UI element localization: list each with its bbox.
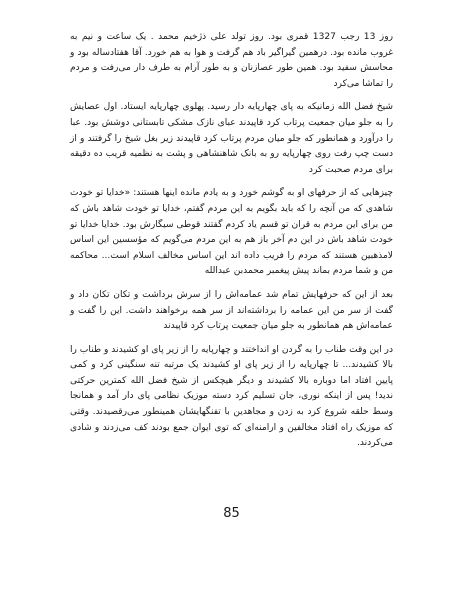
paragraph-3: چیزهایی که از حرفهای او به گوشم خورد و به یادم مانده اینها هستند: «خدایا تو خودت شاهدی که من آنچه را که باید بگویم به این مردم گفتم، خدایا تو خودت شاهد باش که من برای این مردم به قران تو قسم یاد کردم گفتند قوطی سیگارش بود. خدایا خدایا تو خودت شاهد باش در این دم آخر باز هم به این مردم می‌گویم که مؤسسین این اساس لامذهبین هستند که مردم را فریب داده اند این اساس مخالف اسلام است... محاکمه من و شما مردم بماند پیش پیغمبر محمدبن عبدالله — [70, 188, 393, 277]
paragraph-2: شیخ فضل الله زمانیکه به پای چهارپایه دار رسید. پهلوی چهارپایه ایستاد. اول عصایش را به جلو میان جمعیت پرتاب کرد قاپیدند عبای نازک مشکی تابستانی دوشش بود. عبا را درآورد و همانطور که جلو میان مردم پرتاب کرد قاپیدند زیر بغل شیخ را گرفتند و از دست چپ رفت روی چهارپایه رو به بانک شاهنشاهی و پشت به نظمیه قریب ده دقیقه برای مردم صحبت کرد — [70, 102, 393, 175]
paragraph-5: در این وقت طناب را به گردن او انداختند و چهارپایه را از زیر پای او کشیدند و طناب را بالا کشیدند... تا چهارپایه را از زیر پای او کشیدند یک مرتبه تنه سنگینی کرد و کمی پایین افتاد اما دوباره بالا کشیدند و دیگر هیچکس از شیخ فضل الله کمترین حرکتی ندید! پس از اینکه نوری، جان تسلیم کرد دسته موزیک نظامی پای دار آمد و همانجا وسط حلقه شروع کرد به زدن و مجاهدین با تفنگهایشان همینطور می‌رقصیدند. وقتی که موزیک راه افتاد مخالفین و ارامنه‌ای که توی ایوان جمع بودند کف می‌زدند و شادی می‌کردند. — [70, 344, 393, 449]
page-number: 85 — [223, 506, 240, 521]
page-body — [70, 30, 393, 460]
paragraph-4: بعد از این که حرفهایش تمام شد عمامه‌اش را از سرش برداشت و تکان تکان داد و گفت از سر من این عمامه را برداشته‌اند از سر همه برخواهند داشت. این را گفت و عمامه‌اش هم همانطور به جلو میان جمعیت پرتاب کرد قاپیدند — [70, 289, 393, 332]
paragraph-1: روز 13 رجب 1327 قمری بود. روز تولد علی ذژخیم محمد . یک ساعت و نیم به غروب مانده بود. درهمین گیراگیر باد هم گرفت و هوا به هم خورد. آقا هفتادساله بود و محاسش سفید بود. همین طور عصازنان و به طور آرام به طرف دار می‌رفت و مردم را تماشا می‌کرد — [70, 32, 393, 89]
